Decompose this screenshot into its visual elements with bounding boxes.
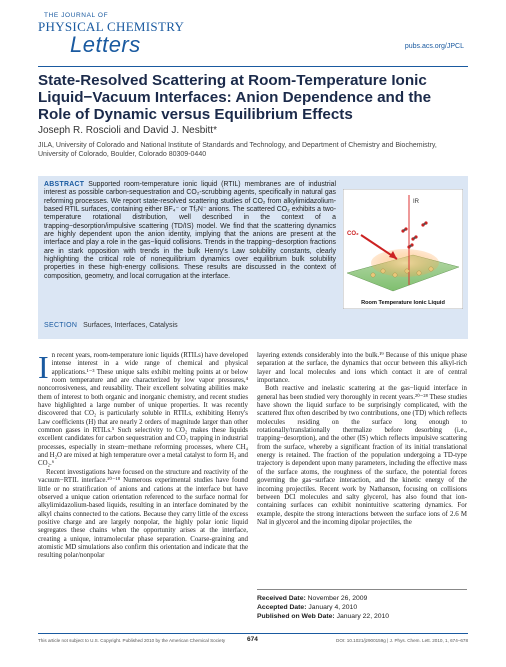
dropcap: I bbox=[38, 349, 49, 385]
received-date: Received Date: November 26, 2009 bbox=[257, 595, 368, 602]
toc-graphic bbox=[343, 189, 463, 309]
accepted-date: Accepted Date: January 4, 2010 bbox=[257, 604, 358, 611]
abstract-label: ABSTRACT bbox=[44, 181, 85, 188]
article-affiliation: JILA, University of Colorado and National Institute of Standards and Technology, and Department of Chemistry and Biochemistry, University of Colorado, Boulder, Colorado 80309-0440 bbox=[38, 142, 437, 158]
toc-ir-label: IR bbox=[413, 199, 419, 205]
header-rule bbox=[38, 66, 468, 67]
article-authors: Joseph R. Roscioli and David J. Nesbitt* bbox=[38, 125, 217, 136]
page-number: 674 bbox=[247, 636, 258, 643]
paragraph-text: n recent years, room-temperature ionic liquids (RTILs) have developed intense interest in a wide range of chemical and physical applications.¹⁻³ These unique salts exhibit melting points at or below room temperature and are characterized by low vapor pressures,⁴ noncorrosiveness, and reusability. Their excellent solvating abilities make them of interest to both organic and inorganic chemistry, and recent studies have highlighted a large number of unique properties. It was recently discovered that CO₂ is particularly soluble in RTILs, exhibiting Henry's Law coefficients (H) that are nearly 2 orders of magnitude larger than other common gases in RTILs.⁵ Such selectivity to CO₂ makes these liquids excellent candidates for carbon sequestration and CO₂ trapping in industrial processes, especially in steam−methane reforming processes, where CH₄ and H₂O are mixed at high temperature over a metal catalyst to form H₂ and CO₂.⁶ bbox=[38, 352, 248, 468]
body-column-1 bbox=[38, 349, 248, 561]
abstract-text: Supported room-temperature ionic liquid (RTIL) membranes are of industrial interest as possible carbon-sequestration and CO₂-scrubbing agents, specifically in natural gas reforming processes. We report state-resolved scattering studies of CO₂ from alkylimidazolium-based RTIL surfaces, containing either BF₄⁻ or Tf₂N⁻ anions. The scattered CO₂ exhibits a two-temperature rotational distribution, well described in the context of a trapping−desorption/impulsive scattering (TD/IS) model. We find that the scattering dynamics are highly dependent upon the anion identity, implying that the anions are present at the interface and play a role in the gas−liquid collisions. Trends in the trapping−desorption fractions are in stark opposition with trends in the bulk Henry's Law solubility constants, clearly highlighting the critical role of nonequilibrium dynamics over equilibrium bulk solubility properties in these high-energy collisions. These results are discussed in the context of composition, geometry, and local corrugation at the interface. bbox=[44, 181, 336, 280]
article-title: State-Resolved Scattering at Room-Temperature Ionic Liquid−Vacuum Interfaces: Anion Dependence and the Role of Dynamic versus Equilibrium Effects bbox=[38, 72, 432, 123]
journal-name: PHYSICAL CHEMISTRY bbox=[38, 19, 185, 34]
toc-caption: Room Temperature Ionic Liquid bbox=[361, 300, 445, 306]
section-label: SECTION bbox=[44, 322, 78, 329]
paragraph: Both reactive and inelastic scattering at the gas−liquid interface in general has been studied very thoroughly in recent years.²⁰⁻²⁸ These studies have shown the liquid surface to be surprisingly complicated, with the scattered flux often described by two contributions, one (TD) which reflects molecules residing on the surface long enough to rotationally/translationally thermalize before desorbing (i.e., trapping−desorption), and the other (IS) which reflects impulsive scattering from the surface, whereby a significant fraction of its initial translational energy is retained. The fraction of the population undergoing a TD-type trajectory is dependent upon many parameters, including the effective mass of the surface atoms, the roughness of the surface, the potential forces governing the gas−surface interaction, and the kinetic energy of the incoming projectiles. Recent work by Nathanson, focusing on collisions between DCl molecules and salty glycerol, has also found that ion-containing surfaces can exhibit nonintuitive scattering dynamics. For example, despite the strong interactions between the surface ions of 2.6 M NaI in glycerol and the incoming dipolar projectiles, the bbox=[257, 385, 467, 526]
paragraph: Recent investigations have focused on the structure and reactivity of the vacuum−RTIL interface.¹⁰⁻¹⁸ Numerous experimental studies have found little or no stratification of anions and cations at the interface but have observed a unique cation orientation referenced to the surface normal for alkylimidazolium-based liquids, resulting in an interface dominated by the alkyl chains connected to the cations. Because they carry little of the excess positive charge and are largely nonpolar, the highly polar ionic liquid segregates these chains when the opportunity arises at the interface, creating a unique, intramolecular phase separation. Coarse-graining and atomistic MD simulations also confirm this orientation and indicate that the resulting polar/nonpolar bbox=[38, 468, 248, 560]
journal-url[interactable]: pubs.acs.org/JPCL bbox=[404, 43, 464, 50]
section-text: Surfaces, Interfaces, Catalysis bbox=[83, 322, 178, 329]
publication-dates bbox=[257, 589, 467, 621]
footer-copyright: This article not subject to U.S. Copyright. Published 2010 by the American Chemical Society bbox=[38, 638, 226, 643]
toc-co2-label: CO₂ bbox=[347, 231, 359, 237]
paragraph bbox=[38, 349, 248, 469]
journal-letters: Letters bbox=[70, 32, 141, 57]
footer-rule bbox=[38, 633, 468, 634]
journal-small-title: THE JOURNAL OF bbox=[44, 12, 109, 19]
abstract bbox=[44, 181, 336, 281]
footer-doi[interactable]: DOI: 10.1021/jz900159g | J. Phys. Chem. Lett. 2010, 1, 674–678 bbox=[336, 638, 468, 643]
section-line bbox=[44, 322, 178, 329]
paragraph: layering extends considerably into the bulk.¹⁹ Because of this unique phase separation at the surface, the dynamics that occur between this alkyl-rich layer and local molecules and ions which contact it are of central importance. bbox=[257, 352, 467, 385]
web-date: Published on Web Date: January 22, 2010 bbox=[257, 613, 390, 620]
body-column-2 bbox=[257, 352, 467, 527]
